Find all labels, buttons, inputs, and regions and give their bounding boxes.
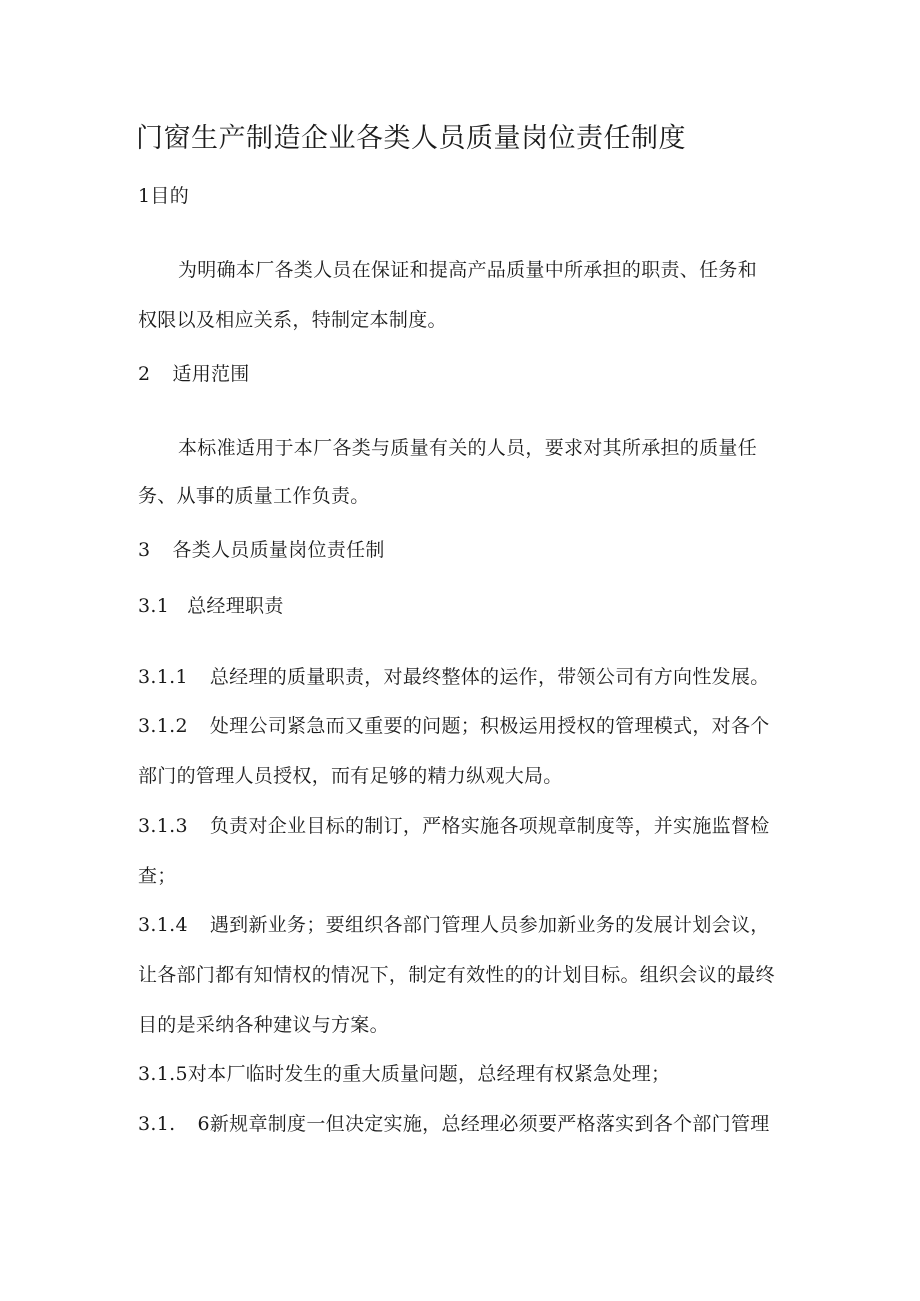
- section-1-paragraph-line-1: 为明确本厂各类人员在保证和提高产品质量中所承担的职责、任务和: [178, 259, 758, 281]
- section-2-heading: [138, 362, 250, 386]
- item-3-1-4-line-2: 让各部门都有知情权的情况下，制定有效性的的计划目标。组织会议的最终: [138, 964, 775, 986]
- item-3-1-1: [138, 665, 770, 689]
- item-3-1-4-line-3: 目的是采纳各种建议与方案。: [138, 1014, 389, 1036]
- item-3-1-4-text: 遇到新业务；要组织各部门管理人员参加新业务的发展计划会议，: [209, 914, 770, 936]
- item-3-1-5: 3.1.5对本厂临时发生的重大质量问题，总经理有权紧急处理；: [138, 1063, 671, 1085]
- section-1-paragraph-line-2: 权限以及相应关系，特制定本制度。: [138, 309, 447, 331]
- item-3-1-3-number: 3.1.3: [138, 815, 188, 837]
- item-3-1-3-line-2: 查；: [138, 865, 177, 887]
- item-3-1-6-number: 3.1.: [138, 1113, 176, 1135]
- section-2-number: 2: [138, 363, 151, 385]
- item-3-1-6-text: 6新规章制度一但决定实施，总经理必须要严格落实到各个部门管理: [197, 1113, 770, 1135]
- item-3-1-2-text: 处理公司紧急而又重要的问题；积极运用授权的管理模式，对各个: [209, 715, 770, 737]
- item-3-1-3-text: 负责对企业目标的制订，严格实施各项规章制度等，并实施监督检: [209, 815, 770, 837]
- item-3-1-3: [138, 814, 770, 838]
- item-3-1-4-number: 3.1.4: [138, 914, 188, 936]
- item-3-1-6: [138, 1112, 770, 1136]
- section-2-heading-text: 适用范围: [172, 363, 250, 385]
- item-3-1-2: [138, 714, 770, 738]
- section-3-heading-text: 各类人员质量岗位责任制: [172, 539, 385, 561]
- item-3-1-1-text: 总经理的质量职责，对最终整体的运作，带领公司有方向性发展。: [209, 666, 770, 688]
- section-2-paragraph-line-1: 本标准适用于本厂各类与质量有关的人员，要求对其所承担的质量任: [178, 437, 758, 459]
- section-3-number: 3: [138, 539, 151, 561]
- section-3-1-heading-text: 总经理职责: [187, 595, 284, 617]
- section-3-1-heading: [138, 594, 284, 618]
- document-title: 门窗生产制造企业各类人员质量岗位责任制度: [136, 123, 686, 154]
- section-1-heading: 1目的: [138, 185, 189, 207]
- section-3-heading: [138, 538, 385, 562]
- section-3-1-number: 3.1: [138, 595, 170, 617]
- section-2-paragraph-line-2: 务、从事的质量工作负责。: [138, 485, 370, 507]
- item-3-1-1-number: 3.1.1: [138, 666, 188, 688]
- item-3-1-2-number: 3.1.2: [138, 715, 188, 737]
- item-3-1-2-line-2: 部门的管理人员授权，而有足够的精力纵观大局。: [138, 765, 563, 787]
- item-3-1-4: [138, 913, 770, 937]
